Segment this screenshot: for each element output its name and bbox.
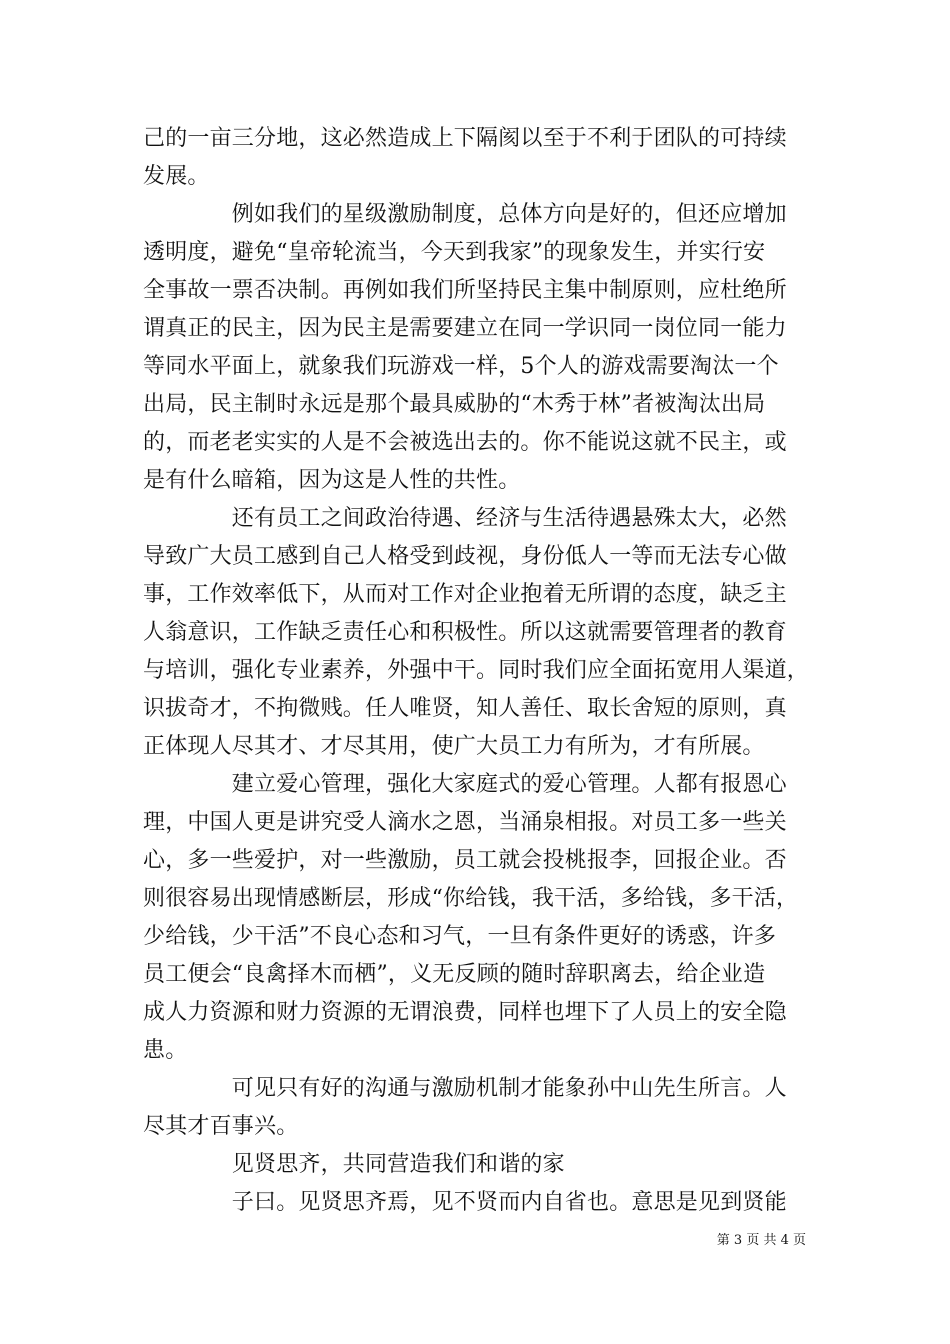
text-line: 的，而老老实实的人是不会被选出去的。你不能说这就不民主，或: [143, 430, 787, 455]
text-line: 尽其才百事兴。: [143, 1114, 299, 1139]
text-line: 人翁意识，工作缺乏责任心和积极性。所以这就需要管理者的教育: [143, 620, 787, 645]
text-line: 则很容易出现情感断层，形成“你给钱，我干活，多给钱，多干活，: [143, 886, 799, 911]
page-number-footer: 第 3 页 共 4 页: [716, 1233, 806, 1248]
text-line: 等同水平面上，就象我们玩游戏一样，5个人的游戏需要淘汰一个: [143, 354, 779, 379]
text-line: 发展。: [143, 164, 210, 189]
text-line: 子曰。见贤思齐焉，见不贤而内自省也。意思是见到贤能: [143, 1190, 787, 1215]
text-line: 正体现人尽其才、才尽其用，使广大员工力有所为，才有所展。: [143, 734, 765, 759]
text-line: 例如我们的星级激励制度，总体方向是好的，但还应增加: [143, 202, 787, 227]
text-line: 事，工作效率低下，从而对工作对企业抱着无所谓的态度，缺乏主: [143, 582, 787, 607]
text-line: 可见只有好的沟通与激励机制才能象孙中山先生所言。人: [143, 1076, 787, 1101]
text-line: 少给钱，少干活”不良心态和习气，一旦有条件更好的诱惑，许多: [143, 924, 777, 949]
text-line: 患。: [143, 1038, 188, 1063]
text-line: 是有什么暗箱，因为这是人性的共性。: [143, 468, 521, 493]
text-line: 导致广大员工感到自己人格受到歧视，身份低人一等而无法专心做: [143, 544, 787, 569]
text-line: 见贤思齐，共同营造我们和谐的家: [143, 1152, 565, 1177]
text-line: 透明度，避免“皇帝轮流当，今天到我家”的现象发生，并实行安: [143, 240, 766, 265]
text-line: 还有员工之间政治待遇、经济与生活待遇悬殊太大，必然: [143, 506, 787, 531]
text-line: 出局，民主制时永远是那个最具威胁的“木秀于林”者被淘汰出局: [143, 392, 766, 417]
text-line: 理，中国人更是讲究受人滴水之恩，当涌泉相报。对员工多一些关: [143, 810, 787, 835]
text-line: 与培训，强化专业素养，外强中干。同时我们应全面拓宽用人渠道，: [143, 658, 810, 683]
body-text: [143, 120, 808, 1222]
text-line: 全事故一票否决制。再例如我们所坚持民主集中制原则，应杜绝所: [143, 278, 787, 303]
text-line: 成人力资源和财力资源的无谓浪费，同样也埋下了人员上的安全隐: [143, 1000, 787, 1025]
text-line: 建立爱心管理，强化大家庭式的爱心管理。人都有报恩心: [143, 772, 787, 797]
text-line: 己的一亩三分地，这必然造成上下隔阂以至于不利于团队的可持续: [143, 126, 787, 151]
text-line: 心，多一些爱护，对一些激励，员工就会投桃报李，回报企业。否: [143, 848, 787, 873]
text-line: 谓真正的民主，因为民主是需要建立在同一学识同一岗位同一能力: [143, 316, 787, 341]
text-line: 员工便会“良禽择木而栖”，义无反顾的随时辞职离去，给企业造: [143, 962, 766, 987]
text-line: 识拔奇才，不拘微贱。任人唯贤，知人善任、取长舍短的原则，真: [143, 696, 787, 721]
